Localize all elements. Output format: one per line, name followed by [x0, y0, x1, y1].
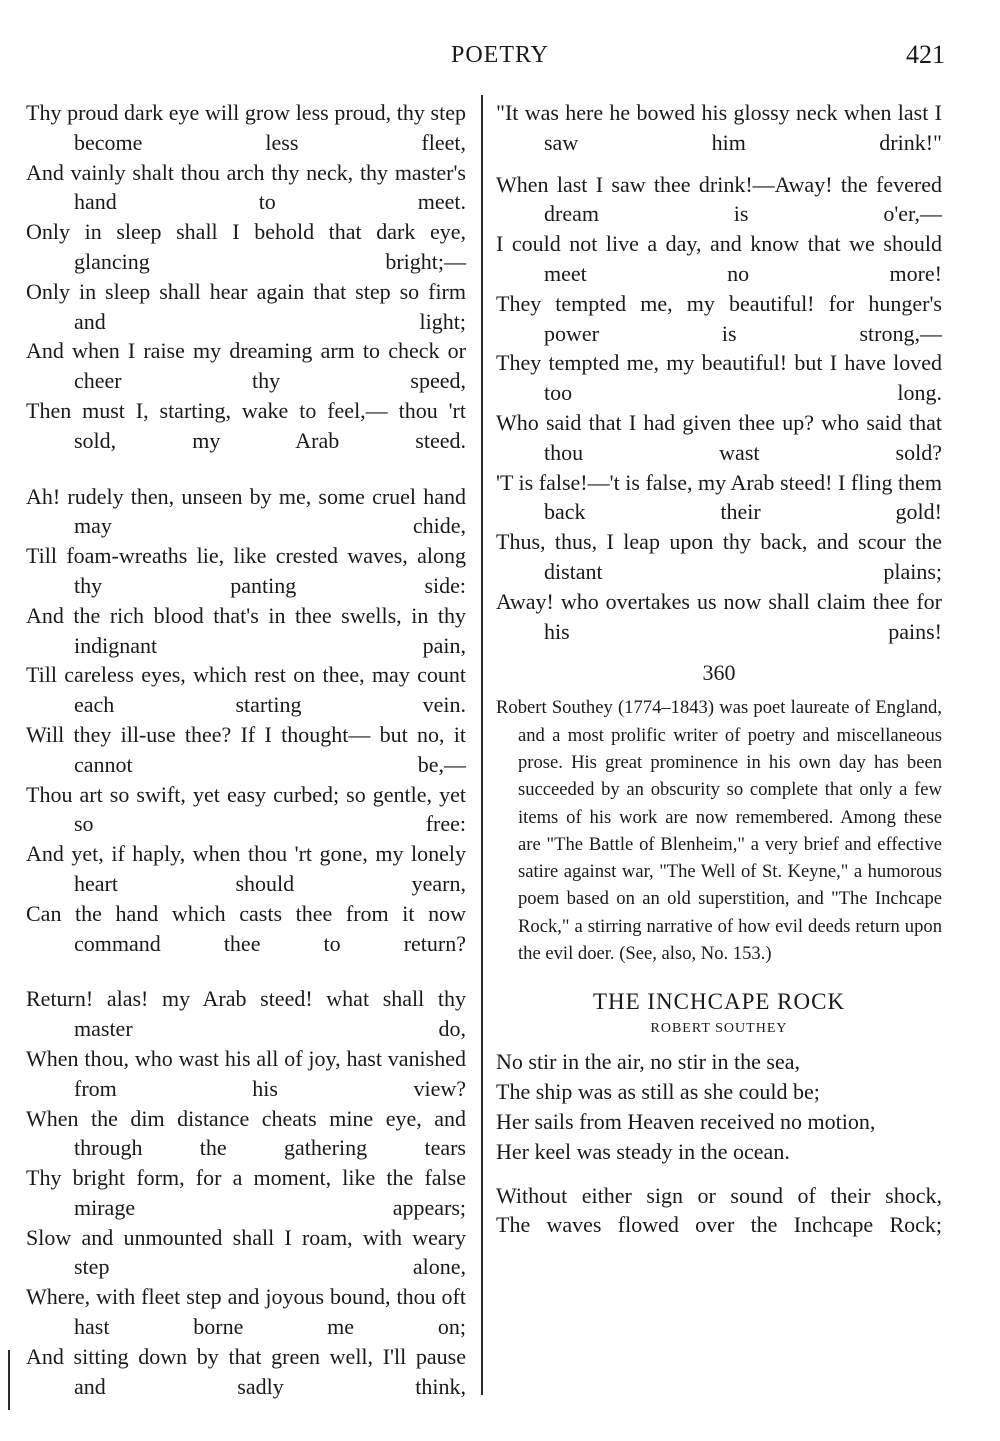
column-divider [481, 95, 483, 1395]
poem-line: Till careless eyes, which rest on thee, may count each starting vein. [26, 662, 466, 718]
stanza [496, 98, 942, 158]
poem-author: ROBERT SOUTHEY [650, 1021, 788, 1037]
poem-line: Away! who overtakes us now shall claim thee for his pains! [496, 588, 942, 644]
stanza [26, 98, 466, 456]
poem-line: When the dim distance cheats mine eye, and through the gathering tears [26, 1105, 466, 1161]
stanza [26, 984, 466, 1401]
poem-line: And the rich blood that's in thee swells, in thy indignant pain, [26, 602, 466, 658]
poem-line: And sitting down by that green well, I'll pause and sadly think, [26, 1343, 466, 1399]
poem-line: Will they ill-use thee? If I thought— but no, it cannot be,— [26, 721, 466, 777]
poem-line: The waves flowed over the Inchcape Rock; [496, 1212, 942, 1238]
poem-line: Slow and unmounted shall I roam, with weary step alone, [26, 1224, 466, 1280]
right-column [496, 98, 942, 1254]
poem-line: I could not live a day, and know that we should meet no more! [496, 231, 942, 286]
poem-line: Till foam-wreaths lie, like crested waves, along thy panting side: [26, 543, 466, 598]
poem-line: They tempted me, my beautiful! but I have loved too long. [496, 350, 942, 406]
poem-line: "It was here he bowed his glossy neck when last I saw him drink!" [496, 100, 942, 155]
page-number: 421 [906, 40, 945, 69]
stanza [496, 1181, 942, 1241]
poem-line: When thou, who wast his all of joy, hast vanished from his view? [26, 1045, 466, 1101]
poem-line: And yet, if haply, when thou 'rt gone, my lonely heart should yearn, [26, 841, 466, 896]
poem-line: Thus, thus, I leap upon thy back, and scour the distant plains; [496, 529, 942, 584]
poem-line: Can the hand which casts thee from it now command thee to return? [26, 900, 466, 956]
poem-line: They tempted me, my beautiful! for hunger's power is strong,— [496, 290, 942, 346]
poem-line: When last I saw thee drink!—Away! the fevered dream is o'er,— [496, 171, 942, 227]
poem-line: Return! alas! my Arab steed! what shall thy master do, [26, 986, 466, 1042]
poem-line: The ship was as still as she could be; [496, 1079, 820, 1105]
poem-line: Ah! rudely then, unseen by me, some cruel hand may chide, [26, 483, 466, 539]
left-column [26, 98, 466, 1427]
page-header [0, 40, 1000, 74]
stanza [26, 482, 466, 959]
poem-title: THE INCHCAPE ROCK [592, 989, 846, 1015]
poem-line: Her keel was steady in the ocean. [496, 1138, 790, 1164]
stanza [496, 1047, 942, 1166]
poem-line: 'T is false!—'t is false, my Arab steed! I fling them back their gold! [496, 469, 942, 525]
author-biography: Robert Southey (1774–1843) was poet laureate of England, and a most prolific writer of poetry and miscellaneous prose. His great prominence in his own day has been succeeded by an obscurity so complete that only a few items of his work are now remembered. Among these are "The Battle of Blenheim," a very brief and effective satire against war, "The Well of St. Keyne," a humorous poem based on an old superstition, and "The Inchcape Rock," a stirring narrative of how evil deeds return upon the evil doer. (See, also, No. 153.) [496, 697, 942, 965]
stanza [496, 170, 942, 647]
poem-line: No stir in the air, no stir in the sea, [496, 1049, 801, 1075]
running-title: POETRY [450, 42, 549, 68]
poem-line: Only in sleep shall I behold that dark eye, glancing bright;— [26, 219, 466, 274]
poem-line: And when I raise my dreaming arm to check or cheer thy speed, [26, 338, 466, 394]
poem-line: Who said that I had given thee up? who said that thou wast sold? [496, 409, 942, 465]
poem-line: Only in sleep shall hear again that step so firm and light; [26, 278, 466, 334]
poem-line: Without either sign or sound of their shock, [496, 1182, 942, 1208]
poem-line: Her sails from Heaven received no motion, [496, 1108, 876, 1134]
poem-line: Thy bright form, for a moment, like the false mirage appears; [26, 1165, 466, 1220]
poem-line: Then must I, starting, wake to feel,— thou 'rt sold, my Arab steed. [26, 397, 466, 453]
poem-line: Thou art so swift, yet easy curbed; so gentle, yet so free: [26, 781, 466, 837]
poem-line: Where, with fleet step and joyous bound, thou oft hast borne me on; [26, 1284, 466, 1340]
margin-mark [8, 1350, 10, 1410]
section-number: 360 [702, 660, 736, 686]
poem-line: And vainly shalt thou arch thy neck, thy master's hand to meet. [26, 159, 466, 215]
poem-line: Thy proud dark eye will grow less proud, thy step become less fleet, [26, 100, 466, 155]
